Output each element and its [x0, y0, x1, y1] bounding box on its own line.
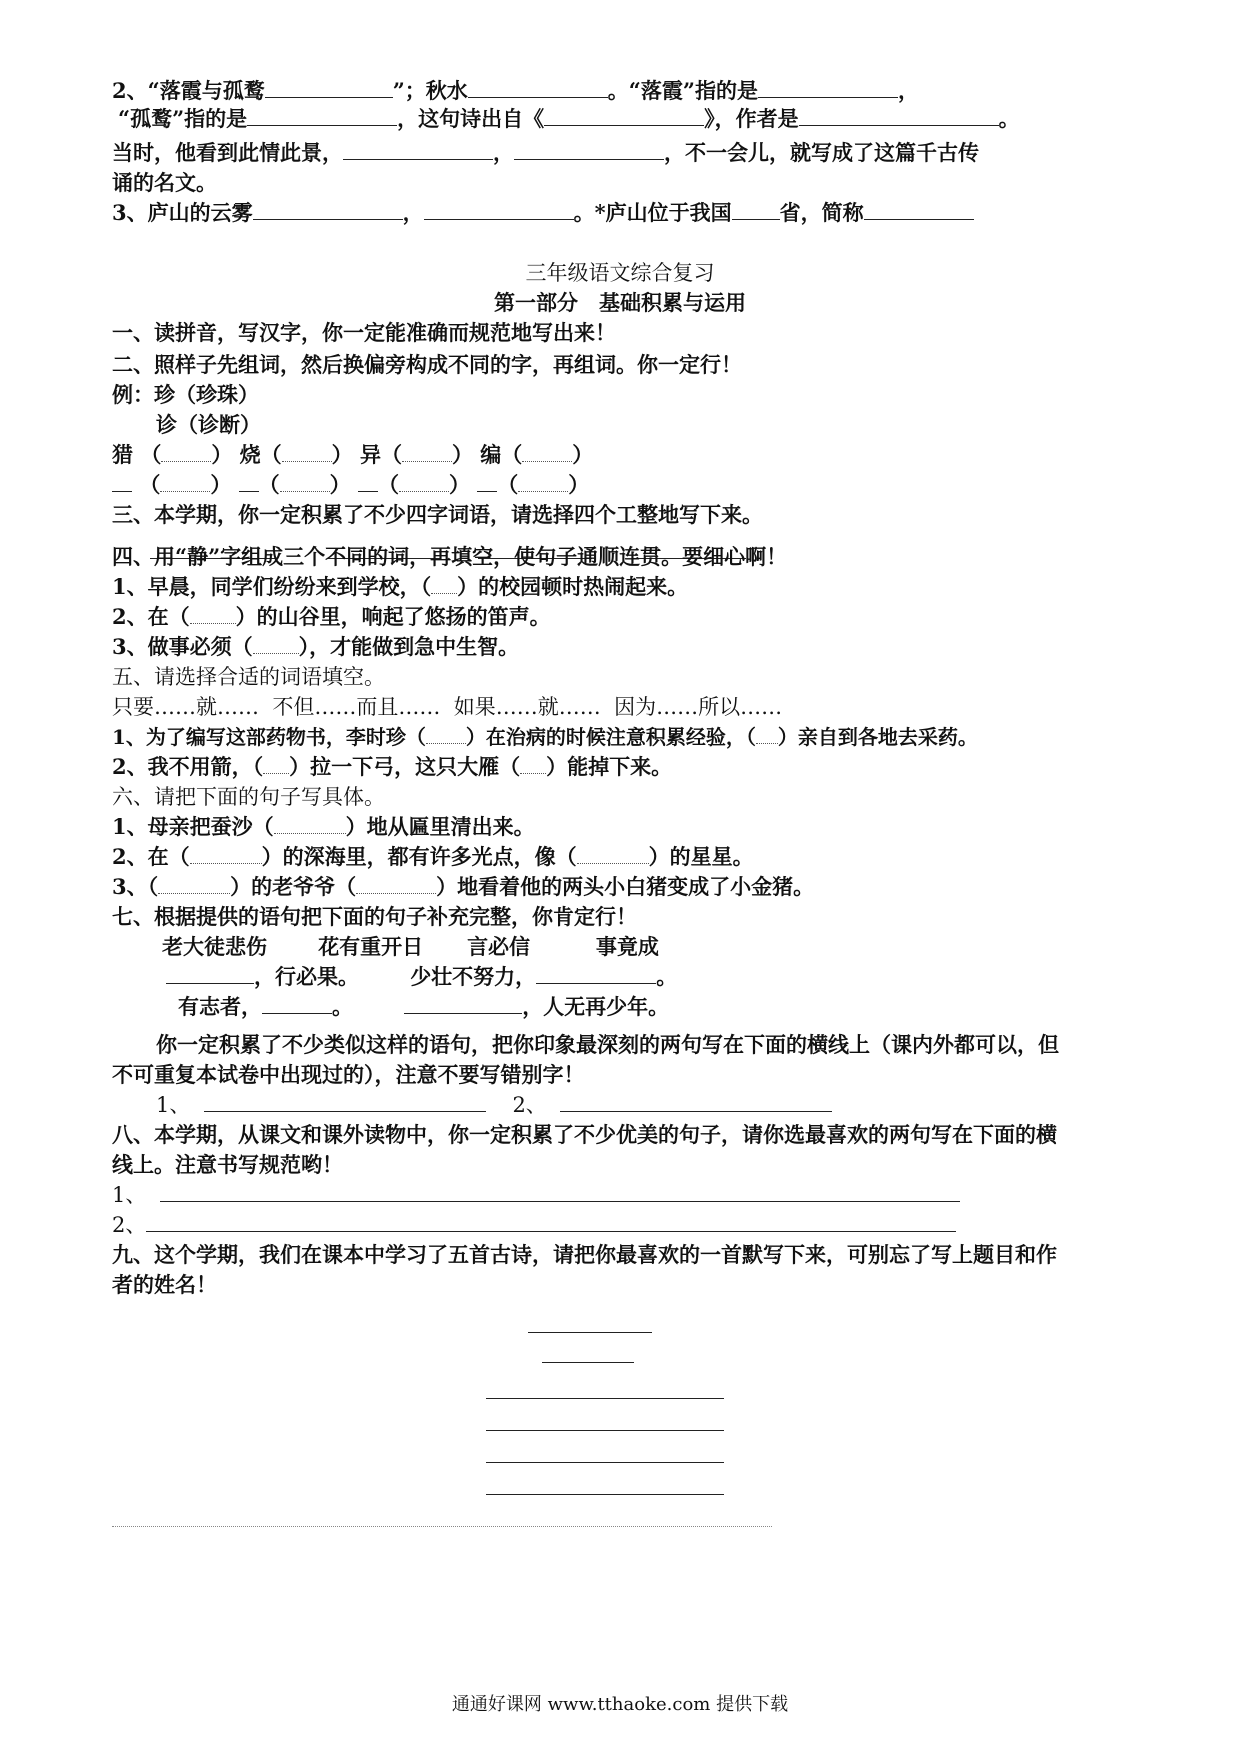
fill-blank[interactable] — [158, 873, 230, 894]
char: 异 — [359, 442, 381, 467]
paren: （ — [377, 472, 399, 497]
char: 编 — [480, 442, 502, 467]
text: ）的山谷里，响起了悠扬的笛声。 — [235, 604, 551, 629]
text: 3、庐山的云雾 — [112, 200, 253, 225]
fill-blank[interactable] — [477, 471, 497, 492]
top-line-2 — [118, 104, 1020, 134]
option: 如果……就…… — [453, 695, 601, 719]
fill-blank[interactable] — [358, 471, 378, 492]
fill-blank[interactable] — [160, 1181, 960, 1202]
paren: ） — [211, 442, 233, 467]
phrase: 老大徒悲伤 — [162, 934, 267, 959]
top-line-3 — [112, 138, 979, 168]
text: 2、在（ — [112, 844, 190, 869]
text: ，行必果。 — [254, 964, 359, 989]
paren: （ — [140, 442, 162, 467]
paren: ） — [568, 472, 590, 497]
fill-blank[interactable] — [280, 471, 330, 492]
fill-blank[interactable] — [544, 105, 704, 126]
question-8-line-1: 八、本学期，从课文和课外读物中，你一定积累了不少优美的句子，请你选最喜欢的两句写在下面的横 — [112, 1122, 1057, 1147]
example-2: 诊（诊断） — [156, 412, 261, 437]
section-title: 第一部分 基础积累与运用 — [494, 290, 746, 315]
text: 3、（ — [112, 874, 159, 899]
text: 当时，他看到此情此景， — [112, 140, 343, 165]
fill-blank[interactable] — [536, 963, 656, 984]
question-9-line-2: 者的姓名！ — [112, 1272, 217, 1297]
text: ， — [897, 78, 919, 103]
fill-blank[interactable] — [263, 753, 289, 774]
paren: （ — [380, 442, 402, 467]
text: 。“落霞”指的是 — [607, 78, 758, 103]
text: ）在治病的时候注意积累经验，（ — [465, 725, 756, 749]
phrase: 事竟成 — [595, 934, 659, 959]
char: 烧 — [239, 442, 261, 467]
fill-blank[interactable] — [343, 139, 493, 160]
fill-blank[interactable] — [204, 1091, 486, 1112]
text: 省，简称 — [779, 200, 864, 225]
text: 2、我不用箭，（ — [112, 754, 264, 779]
paren: （ — [258, 472, 280, 497]
poem-verse-line[interactable] — [486, 1494, 724, 1495]
text: ， — [402, 200, 424, 225]
fill-blank[interactable] — [356, 873, 436, 894]
text: ），才能做到急中生智。 — [298, 634, 520, 659]
fill-blank[interactable] — [756, 723, 778, 744]
question-5: 五、请选择合适的词语填空。 — [112, 665, 385, 689]
poem-verse-line[interactable] — [486, 1398, 724, 1399]
paren: ） — [448, 472, 470, 497]
page-title: 三年级语文综合复习 — [525, 261, 715, 285]
q7-row-1 — [162, 932, 659, 962]
fill-blank[interactable] — [282, 441, 332, 462]
text: 。*庐山位于我国 — [573, 200, 732, 225]
q7-paragraph-1: 你一定积累了不少类似这样的语句，把你印象最深刻的两句写在下面的横线上（课内外都可以，但 — [156, 1032, 1059, 1057]
option: 不但……而且…… — [272, 695, 441, 719]
text: 》，作者是 — [704, 106, 799, 131]
fill-blank[interactable] — [399, 471, 449, 492]
fill-blank[interactable] — [431, 573, 457, 594]
fill-blank[interactable] — [262, 993, 332, 1014]
q4-item-2 — [112, 602, 551, 632]
q7-paragraph-2: 不可重复本试卷中出现过的），注意不要写错别字！ — [112, 1062, 585, 1087]
text: 2、 — [512, 1093, 547, 1117]
fill-blank[interactable] — [247, 105, 397, 126]
option: 只要……就…… — [112, 695, 259, 719]
fill-blank[interactable] — [274, 813, 346, 834]
q8-answer-1 — [112, 1180, 960, 1210]
fill-blank[interactable] — [577, 843, 649, 864]
poem-author-line[interactable] — [542, 1362, 634, 1363]
question-4: 四、用“静”字组成三个不同的词，再填空，使句子通顺连贯。要细心啊！ — [112, 544, 788, 569]
paren: ） — [451, 442, 473, 467]
q5-item-2 — [112, 752, 672, 782]
q4-item-1 — [112, 572, 688, 602]
poem-title-line[interactable] — [528, 1332, 652, 1333]
text: 1、母亲把蚕沙（ — [112, 814, 274, 839]
char-row-1 — [112, 440, 593, 470]
text: 2、在（ — [112, 604, 190, 629]
text: ）亲自到各地去采药。 — [777, 725, 978, 749]
text: ”；秋水 — [392, 78, 468, 103]
paren: ） — [331, 442, 353, 467]
poem-verse-line[interactable] — [486, 1462, 724, 1463]
question-9-line-1: 九、这个学期，我们在课本中学习了五首古诗，请把你最喜欢的一首默写下来，可别忘了写上题目和作 — [112, 1242, 1057, 1267]
fill-blank[interactable] — [560, 1091, 832, 1112]
text: ）能掉下来。 — [546, 754, 673, 779]
fill-blank[interactable] — [520, 753, 546, 774]
text: ）的深海里，都有许多光点，像（ — [261, 844, 577, 869]
fill-blank[interactable] — [732, 199, 780, 220]
text: 。 — [332, 994, 353, 1019]
fill-blank[interactable] — [799, 105, 999, 126]
phrase: 花有重开日 — [318, 934, 424, 959]
text: ）的老爷爷（ — [230, 874, 357, 899]
text: 1、 — [112, 1183, 147, 1207]
text: 诵的名文。 — [112, 170, 217, 195]
fill-blank[interactable] — [402, 441, 452, 462]
q5-options — [112, 692, 782, 722]
question-3: 三、本学期，你一定积累了不少四字词语，请选择四个工整地写下来。 — [112, 502, 763, 527]
text: “孤鹜”指的是 — [118, 106, 248, 131]
text: ，不一会儿，就写成了这篇千古传 — [664, 140, 979, 165]
char: 猎 — [112, 442, 133, 467]
question-2: 二、照样子先组词，然后换偏旁构成不同的字，再组词。你一定行！ — [112, 352, 742, 377]
fill-blank[interactable] — [161, 441, 211, 462]
top-line-4 — [112, 168, 217, 198]
top-line-5 — [112, 198, 974, 228]
paren: （ — [139, 472, 161, 497]
fill-blank[interactable] — [166, 963, 254, 984]
text: 少壮不努力， — [410, 964, 537, 989]
text: ）的校园顿时热闹起来。 — [457, 574, 689, 599]
fill-blank[interactable] — [265, 77, 393, 98]
question-7: 七、根据提供的语句把下面的句子补充完整，你肯定行！ — [112, 904, 637, 929]
q5-item-1 — [112, 722, 978, 752]
text: ，人无再少年。 — [522, 994, 670, 1019]
paren: （ — [501, 442, 523, 467]
fill-blank[interactable] — [112, 471, 132, 492]
fill-blank[interactable] — [426, 723, 466, 744]
q8-answer-2 — [112, 1210, 956, 1240]
phrase: 言必信 — [467, 934, 531, 959]
paren: （ — [260, 442, 282, 467]
text: 有志者， — [178, 994, 262, 1019]
text: ）拉一下弓，这只大雁（ — [289, 754, 521, 779]
fill-blank[interactable] — [160, 471, 210, 492]
question-6: 六、请把下面的句子写具体。 — [112, 785, 385, 809]
fill-blank[interactable] — [514, 139, 664, 160]
fill-blank[interactable] — [239, 471, 259, 492]
fill-blank[interactable] — [424, 199, 574, 220]
question-8-line-2: 线上。注意书写规范哟！ — [112, 1152, 343, 1177]
q7-row-2 — [166, 962, 677, 992]
text: 1、为了编写这部药物书，李时珍（ — [112, 725, 426, 749]
fill-blank[interactable] — [146, 1211, 956, 1232]
char-row-2 — [112, 470, 589, 500]
fill-blank[interactable] — [522, 441, 572, 462]
paren: （ — [497, 472, 519, 497]
fill-blank[interactable] — [758, 77, 898, 98]
poem-verse-line[interactable] — [486, 1430, 724, 1431]
paren: ） — [572, 442, 594, 467]
question-1: 一、读拼音，写汉字，你一定能准确而规范地写出来！ — [112, 320, 616, 345]
fill-blank[interactable] — [864, 199, 974, 220]
text: ）地从匾里清出来。 — [345, 814, 535, 839]
text: 3、做事必须（ — [112, 634, 253, 659]
footer-credit: 通通好课网 www.tthaoke.com 提供下载 — [451, 1694, 789, 1715]
example-1: 例：珍（珍珠） — [112, 382, 259, 407]
text: 。 — [998, 106, 1020, 131]
text: 2、 — [112, 1213, 147, 1237]
fill-blank[interactable] — [468, 77, 608, 98]
option: 因为……所以…… — [614, 695, 783, 719]
fill-blank[interactable] — [190, 843, 262, 864]
text: 2、“落霞与孤鹜 — [112, 78, 265, 103]
text: 1、早晨，同学们纷纷来到学校，（ — [112, 574, 432, 599]
q4-item-3 — [112, 632, 519, 662]
q6-item-1 — [112, 812, 535, 842]
paren: ） — [210, 472, 232, 497]
fill-blank[interactable] — [253, 633, 299, 654]
fill-blank[interactable] — [253, 199, 403, 220]
q6-item-3 — [112, 872, 814, 902]
text: 。 — [656, 964, 678, 989]
text: 1、 — [156, 1093, 191, 1117]
top-line-1 — [112, 76, 919, 106]
q7-answer-row — [156, 1090, 832, 1120]
q7-row-3 — [178, 992, 669, 1022]
dotted-separator — [112, 1526, 772, 1527]
q6-item-2 — [112, 842, 754, 872]
text: ）的星星。 — [648, 844, 754, 869]
fill-blank[interactable] — [404, 993, 522, 1014]
fill-blank[interactable] — [518, 471, 568, 492]
fill-blank[interactable] — [190, 603, 236, 624]
text: ）地看着他的两头小白猪变成了小金猪。 — [436, 874, 815, 899]
text: ，这句诗出自《 — [397, 106, 545, 131]
text: ， — [493, 140, 514, 165]
paren: ） — [329, 472, 351, 497]
